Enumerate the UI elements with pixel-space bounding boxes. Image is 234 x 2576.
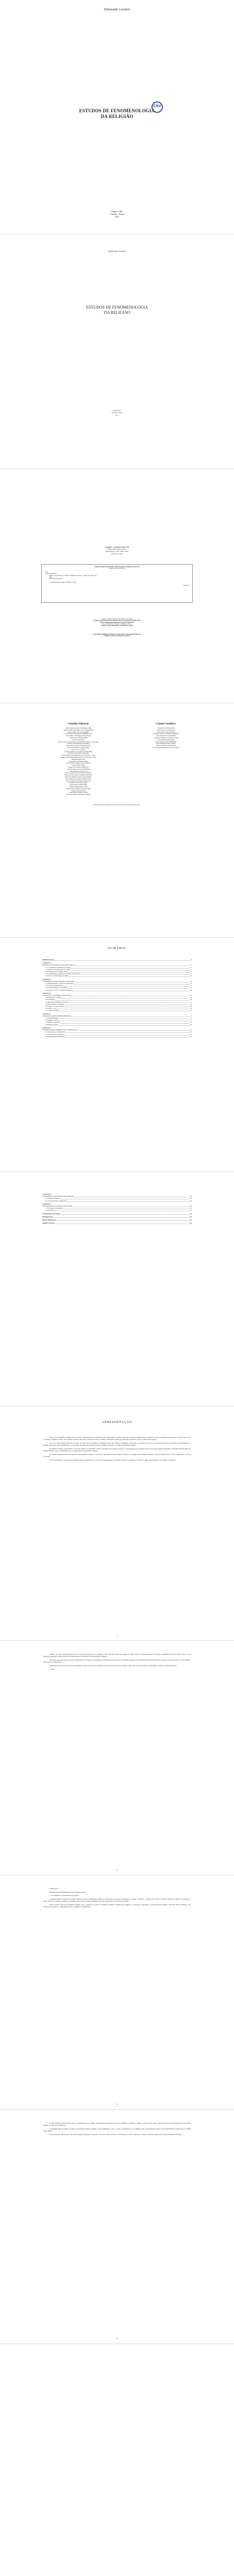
editorial-member: Simone Rodrigues Pinto (UNB) <box>69 786 88 788</box>
catalog-pages: 148 p. <box>49 577 53 579</box>
page-number: 11 <box>116 2103 118 2105</box>
toc-entry-page: 67 <box>190 1010 192 1012</box>
editorial-member: Helmuth Krüger (UCP) <box>71 758 86 760</box>
toc-entry-label: 3.7 O símbolo religioso <box>45 1010 59 1012</box>
paragraph: Este livro reúne estudos realizados ao longo de vários anos de pesquisa e docência na área das Ciências da Religião. Seu objetivo é apresentar ao leitor os principais momentos da história da fenomenologia da religião, seus autores mais significativos e as questões que ainda hoje animam o debate acadêmico em torno do estudo do fenômeno religioso. <box>43 1442 191 1447</box>
paragraph: CAPÍTULO 1 <box>49 1888 59 1890</box>
editorial-member: Sydione Santos (UEPG) <box>71 790 86 792</box>
toc-entry-label: CAPÍTULO 5 <box>42 1027 51 1029</box>
toc-entry-label: 3.3 Mysterium tremendum et fascinans <box>45 1001 68 1003</box>
toc-leader <box>55 959 191 961</box>
copyright-page <box>0 469 234 703</box>
toc-leader <box>57 1008 190 1009</box>
paragraph: Desde o seu surgimento, no final do século XIX, a fenomenologia da religião buscou compreender a religião a partir de sua própria manifestação, tal como ela se dá à consciência daqueles que a vivem. Não se trata de explicar a religião por meio de categorias externas a ela, mas de descrevê-la em sua essência, respeitando aquilo que ela mesma apresenta como seu sentido mais próprio. <box>43 1436 191 1441</box>
toc-entry-page: 99 <box>190 1198 192 1200</box>
scientific-member: Jorge Luis Cammarano González (ULSA) <box>154 737 178 739</box>
toc-entry-label: 2.1 Edmund Husserl e o método fenomenológico <box>45 983 74 985</box>
toc-entry-page: 87 <box>190 1029 192 1031</box>
editorial-member: Renato Francisco dos Santos Paula (UFG) <box>66 780 91 782</box>
toc-leader <box>62 997 190 998</box>
catalog-card-title: DADOS INTERNACIONAIS DE CATALOGAÇÃO NA PUBLICAÇÃO (CIP) <box>94 566 140 568</box>
toc-leader <box>74 1196 190 1197</box>
toc-entry-label: HISTÓRIA DA FENOMENOLOGIA DA RELIGIÃO <box>42 964 74 967</box>
catalog-author: Cavalieri, Edelmonde. <box>45 573 57 575</box>
presentation-page <box>0 1406 234 1641</box>
layout-line: Diagramação e Capa: Editora CRV <box>105 550 129 553</box>
editorial-member: Aldira Guimarães Duarte Domínguez (UNB) <box>65 727 92 729</box>
body-page <box>0 2110 234 2344</box>
scientific-member: André Luiz de Carvalho (UFS) <box>157 729 175 731</box>
presentation-body <box>43 1436 191 1463</box>
toc-entry[interactable] <box>42 1223 192 1225</box>
toc-leader <box>64 1001 192 1005</box>
editorial-member: Guillermo Arias Beatón (Universidade de La Havana – Cuba) <box>60 756 96 758</box>
editorial-council <box>32 723 125 796</box>
editorial-member: Carmen Tereza Velanga (UNIR) <box>69 737 88 739</box>
councils-page <box>0 703 234 938</box>
page-number: 10 <box>116 1869 118 1871</box>
publisher-logo-text: CRV <box>153 105 161 108</box>
toc-entry-page: 11 <box>190 964 192 967</box>
toc-entry[interactable] <box>42 1024 192 1026</box>
paragraph: Esperamos que estes estudos possam contribuir para a formação de estudantes e pesquisadores interessados no fenômeno religioso, oferecendo-lhes um panorama claro e rigoroso das bases teóricas e metodológicas desta área do conhecimento. <box>43 1659 191 1664</box>
legal-website: Conheça os nossos lançamentos: www.editoracrv.com.br <box>101 625 133 627</box>
cover-title-line2: DA RELIGIÃO <box>101 114 133 119</box>
toc-leader <box>63 985 190 987</box>
toc-leader <box>65 1033 192 1038</box>
toc-entry-label: 2.2 A redução fenomenológica <box>45 985 63 987</box>
toc-leader <box>75 981 190 982</box>
toc-leader <box>69 975 190 977</box>
editorial-member: Carlos Alberto Vilar Estêvão (UMINHO – PT) <box>64 733 92 735</box>
editorial-council-list <box>32 727 125 796</box>
toc-leader <box>71 1015 190 1017</box>
toc-leader <box>67 1200 189 1202</box>
toc-entry-label: CAPÍTULO 1 <box>42 962 51 964</box>
cover-author: Edelmonde Cavalieri <box>104 8 130 11</box>
toc-leader <box>55 1210 189 1211</box>
toc-entry[interactable] <box>42 975 192 977</box>
toc-leader <box>58 1024 190 1026</box>
paragraph: A religião sempre foi objeto de reflexão humana. Desde a Antiguidade, filósofos e pensadores procuraram compreender a origem, a natureza e a função das crenças e práticas religiosas. Contudo, foi somente no século XIX que o estudo da religião se constituiu como campo científico autônomo, separado da teologia e da filosofia da religião. <box>43 1897 191 1903</box>
cover-title-line1: ESTUDOS DE FENOMENOLOGIA <box>79 108 155 113</box>
toc-page <box>0 938 234 1172</box>
digital-line1: ESTA OBRA TAMBÉM ENCONTRA-SE DISPONÍVEL EM FORMATO DIGITAL. <box>92 634 142 635</box>
paragraph: A fenomenologia da religião, portanto, não pretende reduzir a religião a outros fenômenos, como o social, o psicológico ou o econômico, mas compreendê-la a partir de sua especificidade, daquilo que a constitui como religião. <box>43 2128 191 2132</box>
cover-city: Curitiba – Brasil <box>110 213 124 216</box>
toc-entry-page: 17 <box>190 971 192 973</box>
editorial-member: Paulo Romualdo Hernandes (UNIFAL-MG) <box>65 778 91 780</box>
editorial-member: Gloria Fariñas León (Universidade de La Havana – Cuba) <box>61 755 95 757</box>
cover-year: 2013 <box>114 215 120 218</box>
toc-entry-label: 4.3 Religião e linguagem <box>45 1022 60 1024</box>
scientific-committee-title: Comitê Científico: <box>156 723 176 725</box>
copyright-line: Copyright © da Editora CRV Ltda. <box>104 546 130 548</box>
toc-entry-label: 3.4 Mircea Eliade e a hierofania <box>45 1003 64 1005</box>
toc-entry-label: CAPÍTULO 3 <box>42 992 51 994</box>
publisher-logo <box>152 101 163 113</box>
editorial-member: Sérgio Nunes de Jesus (IFRO) <box>70 784 87 786</box>
paragraph: Por fim, discutimos a relação entre fenomenologia e hermenêutica, a recepção da fenomenologia da religião no Brasil e seu lugar no interior do campo interdisciplinar das Ciências da Religião. <box>49 1459 176 1461</box>
toc-entry-page: 83 <box>190 1024 192 1026</box>
half-title-line1: ESTUDOS DE FENOMENOLOGIA <box>86 305 148 310</box>
editorial-member: Lourdes Helena da Silva (UFV) <box>69 770 88 772</box>
toc-entry-page: 29 <box>190 980 192 982</box>
toc-leader <box>60 1022 190 1023</box>
scientific-committee <box>120 723 212 749</box>
legal-deposit: Foi feito o depósito legal conf. Lei 10.994 de 14/12/2004 <box>102 618 132 620</box>
toc-leader <box>74 964 190 966</box>
half-title-author: Edelmonde Cavalieri <box>108 250 126 252</box>
toc-entry-label: 5.2 A interpretação dos símbolos <box>45 1033 64 1036</box>
toc-leader <box>74 980 192 985</box>
toc-entry-label: ÍNDICE REMISSIVO <box>42 1219 56 1222</box>
half-title-title <box>0 305 234 315</box>
body-text <box>43 1653 191 1671</box>
body-page <box>0 1641 234 1875</box>
toc-entry-label: 7.1 Um campo interdisciplinar <box>45 1208 63 1210</box>
toc-entry-label: 2.4 O mundo da vida e a experiência religiosa <box>45 989 72 991</box>
scientific-member: Érica Cristina Frau Faria (UFMS) <box>156 735 176 737</box>
toc-entry-page: 147 <box>189 1223 192 1225</box>
toc-entry-label: CAPÍTULO 6 <box>42 1194 51 1195</box>
toc-leader <box>78 1029 190 1031</box>
toc-list <box>42 958 192 1038</box>
toc-entry-page: 107 <box>189 1206 192 1208</box>
toc-entry-label: APRESENTAÇÃO <box>42 959 54 961</box>
editorial-member: Élsio José Corá (UFFS) <box>71 749 86 751</box>
toc-entry-page: 63 <box>190 1008 192 1010</box>
blank-page <box>0 2344 234 2576</box>
peer-review-note: Este livro passou por avaliação e aprovação às cegas de dois ou mais pareceristas ad hoc. <box>93 804 141 806</box>
toc-entry-label: 1.4 A fenomenologia da religião de Gerardus van der Leeuw <box>45 973 80 975</box>
toc-page-continued <box>0 1172 234 1406</box>
toc-entry-label: CAPÍTULO 4 <box>42 1013 51 1015</box>
toc-leader <box>81 973 190 975</box>
toc-entry-page: 48 <box>190 999 192 1001</box>
toc-entry-label: SOBRE O AUTOR <box>42 1223 54 1225</box>
toc-entry-page: 24 <box>190 975 192 977</box>
page-number: 9 <box>116 1634 118 1636</box>
paragraph: No primeiro capítulo, apresentamos o percurso histórico da disciplina, desde os pioneiros até os autores clássicos, com destaque para Gerardus van der Leeuw. Em seguida, abordamos a fenomenologia filosófica de Edmund Husserl e suas contribuições para a compreensão da experiência religiosa. <box>43 1448 191 1452</box>
toc-entry-label: 1.1 O caminho do conhecimento da religião <box>45 967 71 969</box>
toc-entry[interactable] <box>42 959 192 961</box>
toc-leader <box>60 1198 190 1199</box>
toc-leader <box>53 1216 189 1218</box>
half-title-publisher: Editora CRV <box>112 410 122 412</box>
editorial-member: Francisco Carlos Duarte (PUC-PR) <box>68 753 89 755</box>
presentation-heading: APRESENTAÇÃO <box>102 1421 132 1424</box>
editorial-council-title: Conselho Editorial: <box>68 723 89 725</box>
toc-leader <box>55 999 190 1001</box>
toc-heading: SUMÁRIO <box>108 947 126 950</box>
toc-leader <box>59 1018 190 1019</box>
editorial-member: Andréia da Silva Quintanilha Sousa (UNIR/UFRN) <box>63 729 93 731</box>
digital-line2: CONHEÇA E BAIXE NOSSO APLICATIVO! <box>104 635 130 637</box>
cover-imprint <box>0 210 234 218</box>
toc-entry-page: 29 <box>190 983 192 985</box>
paragraph: Os capítulos seguintes tratam do sagrado e da experiência religiosa, a partir das obras de Rudolf Otto e Mircea Eliade, e da religião como fenômeno humano, em suas relações com a cultura, a linguagem e a busca de sentido. <box>43 1453 191 1458</box>
toc-leader <box>65 1003 192 1007</box>
editorial-member: Maria Lília Imbiriba Sousa Colares (UFOPA) <box>65 776 92 778</box>
toc-entry-label: 5.1 Paul Ricoeur e a hermenêutica <box>45 1031 65 1033</box>
toc-entry-label: 1.2 Pioneiros da fenomenologia da religião <box>45 969 71 971</box>
toc-entry-label: 6.1 Primeiras abordagens <box>45 1198 60 1200</box>
catalog-subjects: 1. Fenomenologia da religião. 2. Religião. I. Título. <box>49 581 77 583</box>
paragraph: Nesse contexto, diversas abordagens surgiram com o propósito de explicar o fenômeno religioso: a história das religiões, a sociologia, a psicologia e a antropologia da religião. Cada uma delas contribuiu, à sua maneira, para ampliar o conhecimento sobre as religiões da humanidade. <box>43 1903 191 1908</box>
toc-entry[interactable] <box>42 1010 192 1012</box>
toc-entry-label: FENOMENOLOGIA E HERMENÊUTICA DA RELIGIÃO <box>42 1029 77 1031</box>
toc-entry-page: 55 <box>190 1003 192 1005</box>
legal-contact: Tel.: (41) 3039-6418 – E-mail: sac@editoracrv.com.br <box>102 623 132 625</box>
toc-leader <box>73 1206 189 1207</box>
toc-entry-label: CONSIDERAÇÕES FINAIS <box>42 1213 60 1215</box>
editorial-member: Leonel Severo Rocha (UNISINOS) <box>68 766 89 768</box>
half-title-city: Curitiba – Brasil <box>111 412 123 414</box>
toc-entry[interactable] <box>42 1210 192 1212</box>
toc-entry-page: 40 <box>190 989 192 991</box>
toc-entry-page: 91 <box>190 1033 192 1036</box>
toc-entry[interactable] <box>42 1213 192 1215</box>
toc-entry[interactable] <box>42 990 192 992</box>
toc-entry-label: 5.3 Fenomenologia hermenêutica <box>45 1036 65 1038</box>
toc-entry-page: 14 <box>190 969 192 971</box>
toc-leader <box>65 1034 190 1036</box>
editorial-member: Antônio Pereira Gaio Júnior (UFRRJ) <box>67 731 90 733</box>
toc-entry-page: 45 <box>190 995 192 997</box>
scientific-member: Rosana Maria Pires Barbato Schwartz (UPM) <box>153 747 179 749</box>
toc-entry-page: 119 <box>189 1216 192 1218</box>
editorial-member: Jailson Alves dos Santos (UFRJ) <box>69 760 88 762</box>
toc-entry-label: 7.2 Perspectivas <box>45 1210 55 1212</box>
editorial-member: Rodrigo Pratte-Santos (UFES) <box>69 782 88 784</box>
paragraph: É nesse ambiente intelectual que nasce a fenomenologia da religião, propondo uma abordagem que não se limitasse a explicar a religião a partir de suas causas, mas que buscasse compreendê-la em seu próprio sentido, tal como ela se manifesta. <box>43 2122 191 2127</box>
body-text <box>43 2122 191 2137</box>
editorial-member: Maria de Lourdes Pinto de Almeida (UNOESC) <box>64 774 92 776</box>
toc-entry-label: 3.6 O mito e o rito <box>45 1008 56 1010</box>
toc-entry-label: 4.2 Religião e cultura <box>45 1020 58 1022</box>
paragraph: O Autor <box>49 1668 55 1670</box>
scientific-member: Alexandre Luiz Polizel (UEL) <box>157 727 175 729</box>
toc-entry-page: 51 <box>190 1001 192 1003</box>
scientific-member: Carlos Alberto Pereira (UFRN) <box>157 731 175 733</box>
toc-entry[interactable] <box>42 1216 192 1218</box>
toc-entry-label: 3.5 O espaço e o tempo sagrados <box>45 1006 64 1008</box>
catalog-card <box>41 564 193 603</box>
toc-entry-page: 79 <box>190 1022 192 1024</box>
toc-entry-label: A FENOMENOLOGIA DA RELIGIÃO NO BRASIL <box>42 1196 74 1198</box>
catalog-code: C376 <box>45 571 48 573</box>
legal-notice <box>0 618 234 626</box>
paragraph: Agradecemos a todos que, direta ou indiretamente, colaboraram para a realização desta obra, em especial aos colegas e alunos com os quais pudemos compartilhar as reflexões aqui apresentadas. <box>49 1665 177 1667</box>
editorial-member: Cesar Gerónimo Tello (Univer. Nacional Três de Febrero – Argentina) <box>58 741 99 743</box>
toc-leader <box>71 995 190 996</box>
toc-leader <box>61 1213 189 1215</box>
digital-notice <box>0 634 234 637</box>
toc-entry-page: 141 <box>189 1219 192 1222</box>
catalog-card-subtitle: CATALOGAÇÃO NA FONTE <box>108 568 126 570</box>
toc-entry-page: 9 <box>191 959 192 961</box>
toc-entry-page: 11 <box>190 967 192 969</box>
catalog-isbn: ISBN 978-85-8042-760-7 <box>49 578 63 580</box>
toc-leader <box>63 1208 189 1209</box>
editorial-member: Eduardo Fernandes Barbosa (UFMG) <box>67 743 90 745</box>
toc-entry-label: 6.2 A fenomenologia da religião hoje <box>45 1200 67 1202</box>
body-page <box>0 1875 234 2110</box>
toc-entry-label: CAPÍTULO 2 <box>42 978 51 980</box>
toc-entry[interactable] <box>42 1219 192 1222</box>
toc-entry-page: 87 <box>190 1031 192 1033</box>
editorial-member: Maria Cristina dos Santos Bezerra (UFSCar) <box>65 772 92 774</box>
toc-list-continued <box>42 1193 192 1225</box>
toc-entry-page: 99 <box>190 1196 192 1198</box>
editorial-member: Carlos Federico Domínguez Avila (Unieuro) <box>65 735 91 737</box>
toc-entry-label: FENOMENOLOGIA E CIÊNCIAS DA RELIGIÃO <box>42 1206 73 1208</box>
editor-line: Editor-chefe: Railson Moura <box>107 548 127 551</box>
copyright-credits <box>0 546 234 555</box>
cover-page <box>0 0 234 234</box>
toc-leader <box>58 1020 190 1021</box>
paragraph: caminho que agora propomos percorrer. Ao longo das páginas que se seguem, o leitor encontrará uma introdução aos temas centrais da fenomenologia da religião, acompanhada de uma leitura crítica de seus principais expoentes e das discussões que marcaram sua consolidação como disciplina acadêmica. <box>43 1653 191 1658</box>
toc-entry-label: REFERÊNCIAS <box>42 1216 53 1218</box>
scientific-member: Roberto de Barros Freire (UFMT) <box>156 745 176 747</box>
paragraph: Essa perspectiva implica uma atitude metodológica particular: a suspensão dos juízos sobre a verdade ou falsidade das crenças religiosas e a atenção cuidadosa àquilo que o próprio fenômeno apresenta. <box>49 2133 182 2136</box>
toc-leader <box>72 990 190 991</box>
toc-entry-label: 1.3 Fenomenologia da religião clássica <box>45 971 68 973</box>
toc-entry-page: 36 <box>190 987 192 989</box>
editorial-member: Lídia de Oliveira Xavier (UNIEURO) <box>67 768 90 770</box>
catalog-cdd: CDD 200.1 <box>183 585 189 587</box>
half-title-imprint <box>0 410 234 416</box>
paragraph: 1.1 O caminho do conhecimento da religião <box>49 1894 78 1897</box>
half-title-line2: DA RELIGIÃO <box>104 310 130 315</box>
scientific-member: Cleide Rita Silvério de Almeida (UNINOVE) <box>153 733 179 735</box>
toc-leader <box>65 1031 190 1033</box>
legal-rights: Todos os direitos desta edição reservados pela: Editora CRV <box>99 621 135 623</box>
toc-leader <box>59 1010 190 1011</box>
editorial-member: Elizeu Clementino de Souza (UNEB) <box>68 747 89 749</box>
half-title-page <box>0 234 234 469</box>
toc-entry-label: A RELIGIÃO COMO FENÔMENO HUMANO <box>42 1015 71 1017</box>
editorial-member: João Adalberto Campato Junior (UNESP) <box>66 762 91 765</box>
toc-entry-page: 107 <box>189 1208 192 1210</box>
legal-reproduction: Proibida a reprodução parcial ou total desta obra sem autorização da Editora CRV <box>93 620 141 622</box>
toc-leader <box>68 987 190 989</box>
toc-leader <box>55 1223 189 1224</box>
toc-entry-page: 71 <box>190 1015 192 1017</box>
toc-leader <box>57 1219 189 1221</box>
toc-entry-page: 103 <box>189 1200 192 1202</box>
toc-entry-label: A FENOMENOLOGIA DE HUSSERL E A RELIGIÃO <box>42 980 75 982</box>
toc-entry-page: 111 <box>190 1210 192 1212</box>
half-title-year: 2013 <box>115 414 119 416</box>
editorial-member: Celso Conti (UFSCar) <box>72 739 85 741</box>
toc-entry-label: 3.2 O numinoso <box>45 999 55 1001</box>
catalog-description: Estudos de fenomenologia da religião / Edelmonde Cavalieri. – Curitiba, PR: CRV, 2013. <box>49 574 97 577</box>
toc-entry-label: CAPÍTULO 7 <box>42 1203 51 1205</box>
scientific-member: José Antonio Martins (UEM) <box>157 739 175 741</box>
toc-leader <box>69 1002 190 1003</box>
toc-entry-page: 59 <box>190 1006 192 1008</box>
paragraph: HISTÓRIA DA FENOMENOLOGIA DA RELIGIÃO <box>49 1891 86 1893</box>
review-line: Revisão: O Autor <box>111 552 123 555</box>
toc-entry-label: 4.1 O homem religioso <box>45 1018 59 1020</box>
toc-entry-label: 2.3 A intencionalidade da consciência <box>45 987 68 989</box>
toc-entry-page: 95 <box>190 1036 192 1038</box>
toc-entry-label: O SAGRADO E A EXPERIÊNCIA RELIGIOSA <box>42 995 71 997</box>
scientific-committee-list <box>120 727 212 749</box>
toc-leader <box>71 969 190 971</box>
toc-leader <box>71 967 190 969</box>
toc-entry-page: 33 <box>190 985 192 987</box>
toc-entry-page: 45 <box>190 997 192 999</box>
editorial-member: Josania Portela (UFPI) <box>72 765 85 767</box>
cover-publisher: Editora CRV <box>111 210 123 213</box>
toc-entry-page: 20 <box>190 973 192 975</box>
cover-title <box>0 108 234 120</box>
editorial-member: Tania Suely Azevedo Brasileiro (UFOPA) <box>66 794 91 796</box>
toc-leader <box>69 971 190 973</box>
toc-entry-page: 75 <box>190 1020 192 1022</box>
editorial-member: Fernando Antônio Gonçalves Alcoforado (IPB) <box>64 751 92 753</box>
page-number: 12 <box>116 2337 118 2340</box>
toc-entry-page: 115 <box>189 1213 192 1215</box>
editorial-member: Solange Helena Ximenes-Rocha (UFOPA) <box>66 788 91 790</box>
toc-entry-page: 71 <box>190 1018 192 1020</box>
toc-entry-label: 1.5 Críticas à fenomenologia da religião <box>45 975 69 977</box>
toc-entry-label: 3.1 Rudolf Otto e o sagrado <box>45 997 62 999</box>
editorial-member: Elione Maria Nogueira Diogenes (UFAL) <box>66 745 91 747</box>
scientific-member: Marcos Antonio Lorieri (UNINOVE) <box>155 741 177 743</box>
editorial-member: Tadeu Oliver Gonçalves (UFPA) <box>69 792 88 794</box>
toc-entry-label: 4.4 Religião e sentido <box>45 1024 58 1026</box>
scientific-member: Paulo Ghiraldelli Junior (UFRRJ) <box>156 743 176 745</box>
body-text <box>43 1888 191 1909</box>
toc-entry[interactable] <box>42 1200 192 1202</box>
